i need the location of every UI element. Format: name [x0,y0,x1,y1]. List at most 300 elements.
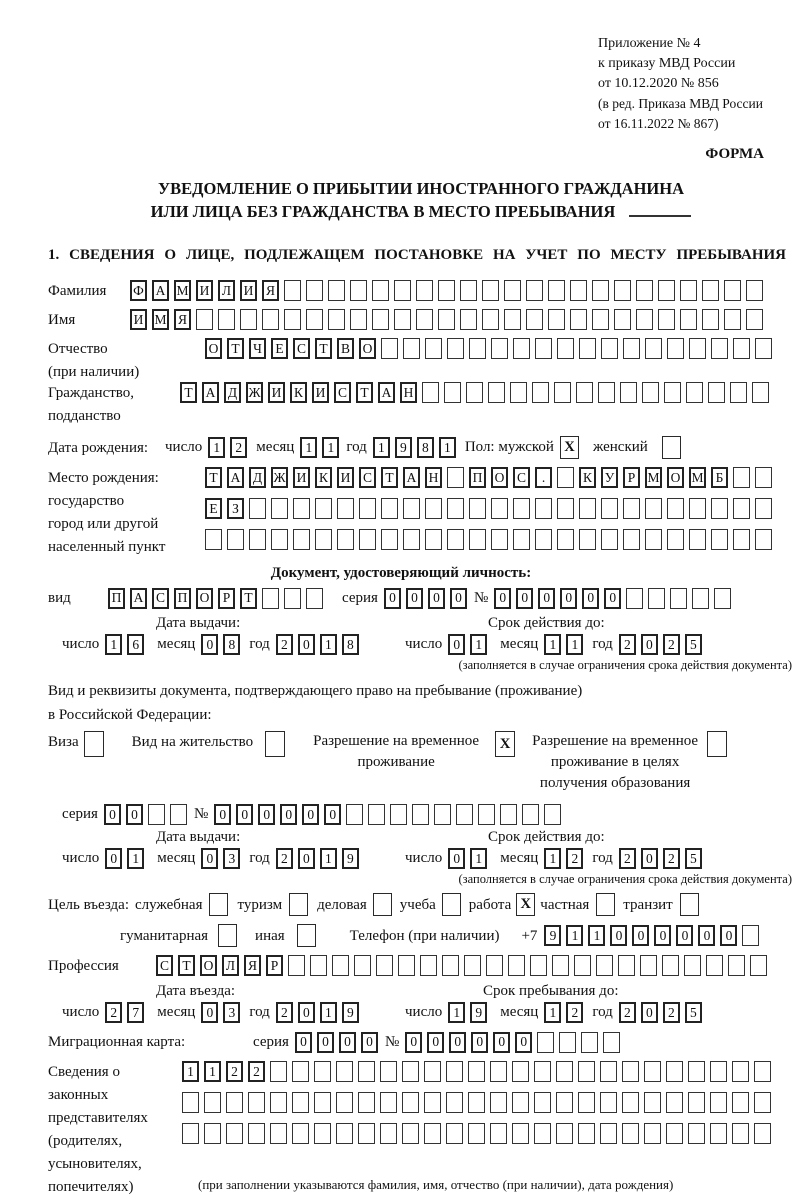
char-cell[interactable] [732,1092,749,1113]
char-cell[interactable] [714,588,731,609]
char-cell[interactable] [557,498,574,519]
char-cell[interactable] [755,338,772,359]
char-cell[interactable] [636,280,653,301]
char-cell[interactable] [315,498,332,519]
char-cell[interactable] [684,955,701,976]
char-cell[interactable]: 1 [588,925,605,946]
char-cell[interactable]: С [513,467,530,488]
char-cell[interactable] [205,529,222,550]
doc-series-input[interactable] [384,588,472,609]
char-cell[interactable] [667,529,684,550]
char-cell[interactable] [504,280,521,301]
char-cell[interactable]: 8 [342,634,359,655]
char-cell[interactable] [513,529,530,550]
char-cell[interactable] [170,804,187,825]
char-cell[interactable] [544,804,561,825]
char-cell[interactable]: 2 [248,1061,265,1082]
char-cell[interactable] [249,498,266,519]
char-cell[interactable] [460,309,477,330]
char-cell[interactable]: 0 [298,848,315,869]
char-cell[interactable]: 0 [720,925,737,946]
doc-issue-year[interactable] [276,634,364,655]
char-cell[interactable]: Е [205,498,222,519]
char-cell[interactable] [579,498,596,519]
char-cell[interactable] [623,498,640,519]
char-cell[interactable] [469,529,486,550]
char-cell[interactable] [284,309,301,330]
citizenship-input[interactable] [180,382,774,403]
char-cell[interactable]: В [337,338,354,359]
char-cell[interactable] [456,804,473,825]
char-cell[interactable] [640,955,657,976]
representatives-input-2[interactable] [182,1092,776,1113]
char-cell[interactable] [535,338,552,359]
representatives-input-1[interactable] [182,1061,776,1082]
char-cell[interactable] [622,1123,639,1144]
char-cell[interactable] [240,309,257,330]
char-cell[interactable] [601,498,618,519]
char-cell[interactable] [622,1061,639,1082]
char-cell[interactable] [293,529,310,550]
char-cell[interactable] [689,338,706,359]
char-cell[interactable] [403,529,420,550]
char-cell[interactable]: Т [205,467,222,488]
char-cell[interactable] [271,529,288,550]
char-cell[interactable]: С [293,338,310,359]
char-cell[interactable] [522,804,539,825]
char-cell[interactable] [581,1032,598,1053]
char-cell[interactable] [227,529,244,550]
char-cell[interactable] [557,338,574,359]
char-cell[interactable] [372,309,389,330]
char-cell[interactable]: 1 [470,634,487,655]
char-cell[interactable] [746,280,763,301]
char-cell[interactable] [478,804,495,825]
char-cell[interactable]: 0 [493,1032,510,1053]
char-cell[interactable]: С [334,382,351,403]
doc-number-input[interactable] [494,588,736,609]
char-cell[interactable] [750,955,767,976]
doc-until-month[interactable] [544,634,588,655]
char-cell[interactable]: 1 [373,437,390,458]
char-cell[interactable]: К [290,382,307,403]
char-cell[interactable] [548,309,565,330]
patronymic-input[interactable] [205,338,777,359]
char-cell[interactable] [570,280,587,301]
char-cell[interactable]: 0 [610,925,627,946]
char-cell[interactable]: О [200,955,217,976]
char-cell[interactable] [292,1123,309,1144]
char-cell[interactable] [666,1123,683,1144]
char-cell[interactable] [438,280,455,301]
checkbox-purpose-business[interactable] [373,893,392,916]
char-cell[interactable] [306,588,323,609]
char-cell[interactable] [557,529,574,550]
char-cell[interactable]: 1 [544,848,561,869]
char-cell[interactable] [513,498,530,519]
char-cell[interactable]: У [601,467,618,488]
char-cell[interactable]: 5 [685,634,702,655]
char-cell[interactable] [600,1061,617,1082]
char-cell[interactable] [469,498,486,519]
char-cell[interactable]: С [156,955,173,976]
checkbox-sex-female[interactable] [662,436,681,459]
char-cell[interactable] [288,955,305,976]
char-cell[interactable] [512,1061,529,1082]
checkbox-purpose-humanitarian[interactable] [218,924,237,947]
char-cell[interactable]: 2 [566,1002,583,1023]
char-cell[interactable] [358,1123,375,1144]
char-cell[interactable] [350,280,367,301]
char-cell[interactable] [204,1123,221,1144]
char-cell[interactable]: 5 [685,1002,702,1023]
char-cell[interactable] [724,280,741,301]
char-cell[interactable]: Л [222,955,239,976]
char-cell[interactable] [381,498,398,519]
char-cell[interactable] [315,529,332,550]
char-cell[interactable] [579,529,596,550]
residence-number-input[interactable] [214,804,566,825]
char-cell[interactable]: М [645,467,662,488]
char-cell[interactable] [755,467,772,488]
char-cell[interactable] [336,1061,353,1082]
char-cell[interactable] [620,382,637,403]
char-cell[interactable]: 3 [223,848,240,869]
checkbox-purpose-official[interactable] [209,893,228,916]
char-cell[interactable] [667,338,684,359]
char-cell[interactable] [732,1123,749,1144]
char-cell[interactable] [447,467,464,488]
char-cell[interactable] [556,1123,573,1144]
char-cell[interactable]: 2 [619,848,636,869]
char-cell[interactable] [710,1061,727,1082]
char-cell[interactable] [372,280,389,301]
char-cell[interactable] [182,1123,199,1144]
char-cell[interactable] [271,498,288,519]
char-cell[interactable] [422,382,439,403]
char-cell[interactable]: 1 [320,634,337,655]
residence-until-day[interactable] [448,848,492,869]
char-cell[interactable] [424,1092,441,1113]
char-cell[interactable] [394,309,411,330]
char-cell[interactable] [368,804,385,825]
doc-until-year[interactable] [619,634,707,655]
char-cell[interactable] [664,382,681,403]
char-cell[interactable] [754,1123,771,1144]
char-cell[interactable]: Т [381,467,398,488]
doc-until-day[interactable] [448,634,492,655]
char-cell[interactable] [249,529,266,550]
char-cell[interactable]: 2 [619,1002,636,1023]
char-cell[interactable]: 1 [544,1002,561,1023]
char-cell[interactable] [398,955,415,976]
char-cell[interactable] [711,498,728,519]
char-cell[interactable]: З [227,498,244,519]
char-cell[interactable] [688,1092,705,1113]
char-cell[interactable] [755,498,772,519]
char-cell[interactable]: 1 [320,1002,337,1023]
char-cell[interactable] [424,1061,441,1082]
char-cell[interactable] [680,280,697,301]
char-cell[interactable]: Я [244,955,261,976]
char-cell[interactable]: 0 [339,1032,356,1053]
char-cell[interactable] [752,382,769,403]
char-cell[interactable] [425,529,442,550]
migration-card-series[interactable] [295,1032,383,1053]
char-cell[interactable]: Н [425,467,442,488]
char-cell[interactable] [601,529,618,550]
char-cell[interactable]: 0 [641,1002,658,1023]
char-cell[interactable]: . [535,467,552,488]
char-cell[interactable] [416,280,433,301]
char-cell[interactable] [466,382,483,403]
char-cell[interactable]: 1 [566,634,583,655]
char-cell[interactable]: Ж [271,467,288,488]
char-cell[interactable] [623,338,640,359]
char-cell[interactable] [636,309,653,330]
char-cell[interactable] [689,498,706,519]
char-cell[interactable] [642,382,659,403]
char-cell[interactable] [622,1092,639,1113]
char-cell[interactable] [644,1061,661,1082]
char-cell[interactable] [284,280,301,301]
char-cell[interactable] [468,1092,485,1113]
char-cell[interactable] [755,529,772,550]
char-cell[interactable]: И [293,467,310,488]
char-cell[interactable] [666,1061,683,1082]
char-cell[interactable] [412,804,429,825]
char-cell[interactable] [442,955,459,976]
char-cell[interactable] [402,1061,419,1082]
birth-place-input-2[interactable] [205,498,777,519]
char-cell[interactable] [702,280,719,301]
char-cell[interactable]: 1 [204,1061,221,1082]
char-cell[interactable]: 1 [127,848,144,869]
char-cell[interactable] [358,1092,375,1113]
char-cell[interactable]: 0 [582,588,599,609]
char-cell[interactable] [689,529,706,550]
char-cell[interactable]: 7 [127,1002,144,1023]
checkbox-purpose-other[interactable] [297,924,316,947]
char-cell[interactable]: 0 [324,804,341,825]
birth-place-input-3[interactable] [205,529,777,550]
char-cell[interactable]: 0 [641,848,658,869]
char-cell[interactable] [576,382,593,403]
birth-place-input-1[interactable] [205,467,777,488]
char-cell[interactable]: 8 [223,634,240,655]
char-cell[interactable]: Ф [130,280,147,301]
char-cell[interactable]: 3 [223,1002,240,1023]
char-cell[interactable] [425,338,442,359]
char-cell[interactable]: 2 [566,848,583,869]
char-cell[interactable]: 1 [208,437,225,458]
char-cell[interactable] [270,1092,287,1113]
char-cell[interactable] [548,280,565,301]
char-cell[interactable] [600,1123,617,1144]
char-cell[interactable]: И [312,382,329,403]
char-cell[interactable] [645,338,662,359]
char-cell[interactable] [446,1123,463,1144]
char-cell[interactable]: Ч [249,338,266,359]
char-cell[interactable]: 1 [105,634,122,655]
char-cell[interactable]: К [579,467,596,488]
char-cell[interactable] [658,309,675,330]
char-cell[interactable]: 0 [201,848,218,869]
char-cell[interactable] [447,338,464,359]
char-cell[interactable] [688,1123,705,1144]
char-cell[interactable]: 2 [276,848,293,869]
char-cell[interactable] [464,955,481,976]
stay-year[interactable] [619,1002,707,1023]
checkbox-temp-residence-edu[interactable] [707,731,727,757]
char-cell[interactable]: П [469,467,486,488]
char-cell[interactable] [644,1092,661,1113]
char-cell[interactable]: 2 [276,634,293,655]
char-cell[interactable]: 0 [236,804,253,825]
char-cell[interactable] [730,382,747,403]
char-cell[interactable] [600,1092,617,1113]
char-cell[interactable] [510,382,527,403]
char-cell[interactable]: О [205,338,222,359]
char-cell[interactable]: 0 [280,804,297,825]
char-cell[interactable]: Я [174,309,191,330]
char-cell[interactable] [644,1123,661,1144]
stay-month[interactable] [544,1002,588,1023]
char-cell[interactable] [532,382,549,403]
char-cell[interactable] [601,338,618,359]
char-cell[interactable] [526,280,543,301]
char-cell[interactable]: Т [315,338,332,359]
char-cell[interactable]: 1 [322,437,339,458]
char-cell[interactable]: Я [262,280,279,301]
char-cell[interactable] [592,280,609,301]
char-cell[interactable] [708,382,725,403]
char-cell[interactable] [680,309,697,330]
char-cell[interactable] [554,382,571,403]
char-cell[interactable] [596,955,613,976]
char-cell[interactable]: 0 [201,1002,218,1023]
char-cell[interactable]: Т [356,382,373,403]
char-cell[interactable] [403,498,420,519]
char-cell[interactable]: 0 [538,588,555,609]
char-cell[interactable] [535,529,552,550]
char-cell[interactable]: 0 [450,588,467,609]
char-cell[interactable] [491,498,508,519]
char-cell[interactable]: Т [240,588,257,609]
char-cell[interactable] [724,309,741,330]
char-cell[interactable] [666,1092,683,1113]
char-cell[interactable] [662,955,679,976]
char-cell[interactable]: 1 [439,437,456,458]
char-cell[interactable]: 0 [104,804,121,825]
char-cell[interactable]: 0 [560,588,577,609]
char-cell[interactable] [614,309,631,330]
char-cell[interactable]: 1 [544,634,561,655]
char-cell[interactable]: 1 [448,1002,465,1023]
char-cell[interactable] [618,955,635,976]
char-cell[interactable] [359,529,376,550]
char-cell[interactable]: Р [266,955,283,976]
char-cell[interactable] [733,498,750,519]
checkbox-purpose-transit[interactable] [680,893,699,916]
char-cell[interactable]: 0 [405,1032,422,1053]
char-cell[interactable] [732,1061,749,1082]
char-cell[interactable] [667,498,684,519]
birth-year-input[interactable] [373,437,461,458]
char-cell[interactable] [552,955,569,976]
char-cell[interactable] [438,309,455,330]
char-cell[interactable] [284,588,301,609]
char-cell[interactable]: 2 [226,1061,243,1082]
char-cell[interactable]: 0 [105,848,122,869]
char-cell[interactable] [336,1123,353,1144]
char-cell[interactable] [394,280,411,301]
char-cell[interactable] [746,309,763,330]
char-cell[interactable]: 0 [201,634,218,655]
char-cell[interactable] [578,1061,595,1082]
char-cell[interactable] [488,382,505,403]
char-cell[interactable] [354,955,371,976]
char-cell[interactable]: 0 [361,1032,378,1053]
char-cell[interactable]: Р [218,588,235,609]
char-cell[interactable]: 2 [663,634,680,655]
char-cell[interactable] [512,1123,529,1144]
entry-year[interactable] [276,1002,364,1023]
char-cell[interactable]: 0 [427,1032,444,1053]
char-cell[interactable] [710,1092,727,1113]
char-cell[interactable]: Б [711,467,728,488]
char-cell[interactable] [293,498,310,519]
checkbox-residence-permit[interactable] [265,731,285,757]
char-cell[interactable]: А [152,280,169,301]
char-cell[interactable] [416,309,433,330]
char-cell[interactable] [468,1123,485,1144]
char-cell[interactable] [337,498,354,519]
char-cell[interactable]: Т [227,338,244,359]
char-cell[interactable]: А [403,467,420,488]
char-cell[interactable] [420,955,437,976]
char-cell[interactable] [446,1092,463,1113]
char-cell[interactable]: М [152,309,169,330]
residence-issue-month[interactable] [201,848,245,869]
char-cell[interactable] [336,1092,353,1113]
birth-day-input[interactable] [208,437,252,458]
char-cell[interactable] [380,1061,397,1082]
char-cell[interactable] [402,1123,419,1144]
char-cell[interactable]: А [378,382,395,403]
char-cell[interactable]: О [196,588,213,609]
char-cell[interactable]: И [268,382,285,403]
char-cell[interactable] [381,529,398,550]
char-cell[interactable]: 0 [428,588,445,609]
char-cell[interactable] [314,1123,331,1144]
char-cell[interactable] [578,1123,595,1144]
char-cell[interactable] [754,1061,771,1082]
entry-day[interactable] [105,1002,149,1023]
char-cell[interactable]: 2 [105,1002,122,1023]
char-cell[interactable]: 1 [470,848,487,869]
char-cell[interactable]: 0 [298,1002,315,1023]
char-cell[interactable] [491,529,508,550]
char-cell[interactable]: 0 [258,804,275,825]
char-cell[interactable] [306,309,323,330]
char-cell[interactable]: 2 [663,848,680,869]
char-cell[interactable] [306,280,323,301]
char-cell[interactable] [434,804,451,825]
char-cell[interactable] [534,1061,551,1082]
doc-issue-month[interactable] [201,634,245,655]
char-cell[interactable] [292,1061,309,1082]
